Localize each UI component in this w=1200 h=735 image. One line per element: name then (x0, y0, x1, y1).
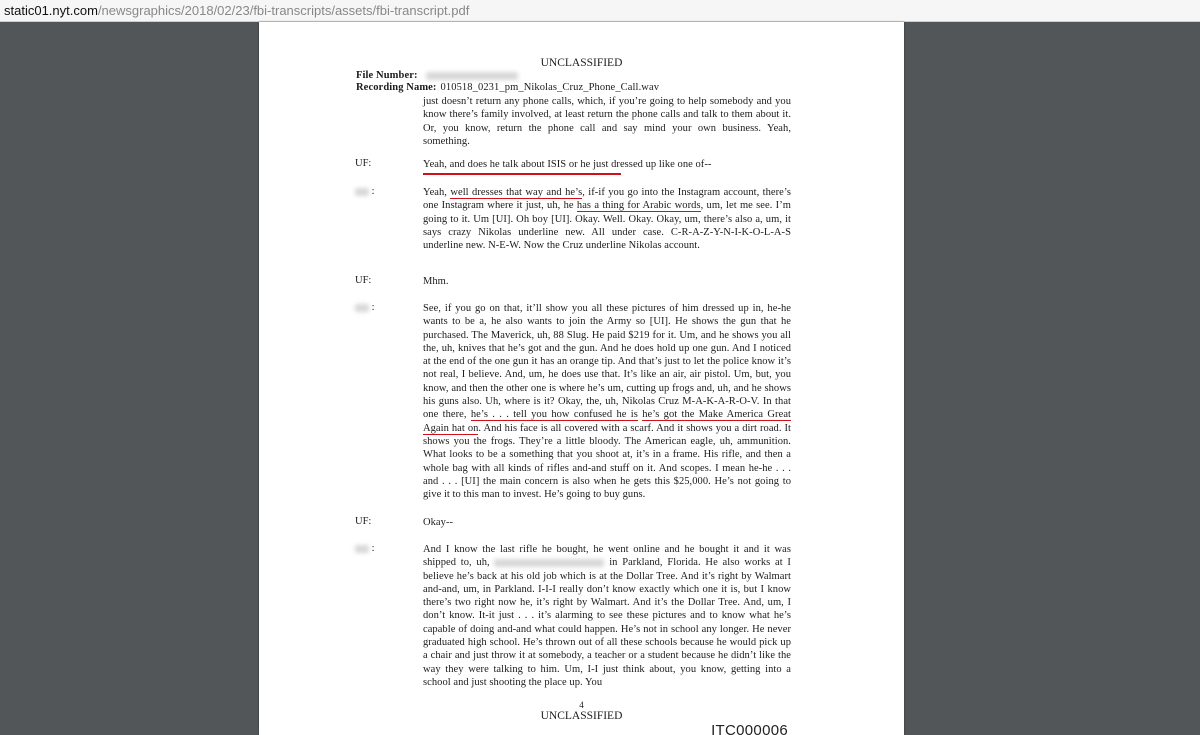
page-number: 4 (579, 700, 584, 710)
redacted-file-number (426, 72, 518, 80)
text-span: , um, let me see. I’m going to it. Um [UI]. Oh boy [UI]. Okay. Well. Okay. Okay, um, there’s also a, um, it says crazy Nikolas underline new. All under case. C-R-A-Z-Y-N-I-K-O-L-A-S underline new. N-E-W. Now the Cruz underline Nikolas account. (423, 200, 791, 252)
transcript-paragraph-4 (423, 275, 791, 288)
redacted-speaker-name (355, 304, 369, 312)
speaker-label-redacted: : (355, 543, 375, 554)
red-underlined-text: he’s got the Make America Great Again hat on (423, 409, 791, 434)
speaker-label-uf: UF: (355, 275, 372, 286)
paragraph-text: Mhm. (423, 276, 449, 287)
text-span: And I know the last rifle he bought, he went online and he bought it and it was shipped to, uh, (423, 544, 791, 569)
red-underlined-text: well dresses that way and he’s (450, 187, 583, 198)
paragraph-text: just doesn’t return any phone calls, which, if you’re going to help somebody and you know there’s family involved, at least return the phone calls and talk to them about it. Or, you know, return the phone call and say mind your own business. Yeah, something. (423, 96, 791, 147)
transcript-paragraph-6 (423, 516, 791, 529)
recording-name-value: 010518_0231_pm_Nikolas_Cruz_Phone_Call.wav (440, 82, 660, 93)
recording-name-label: Recording Name: (356, 82, 437, 93)
redacted-speaker-name (355, 188, 369, 196)
paragraph-text: Okay-- (423, 517, 454, 528)
recording-name-line (356, 82, 659, 93)
paragraph-text (423, 302, 791, 501)
speaker-label-redacted: : (355, 186, 375, 197)
paragraph-text: Yeah, and does he talk about ISIS or he just dressed up like one of-- (423, 159, 712, 170)
url-host: static01.nyt.com (4, 3, 98, 18)
redacted-address (494, 559, 604, 567)
footer-classification: UNCLASSIFIED (540, 710, 623, 722)
speaker-label-redacted: : (355, 302, 375, 313)
transcript-paragraph-5 (423, 302, 791, 501)
url-path: /newsgraphics/2018/02/23/fbi-transcripts/assets/fbi-transcript.pdf (97, 3, 470, 18)
text-span: Yeah, (423, 187, 451, 198)
transcript-paragraph-3 (423, 186, 791, 252)
text-span: . And his face is all covered with a scarf. And it shows you a dirt road. It shows you the frogs. They’re a little bloody. The American eagle, uh, ammunition. What looks to be a something that you shoot at, it’s in a frame. His rifle, and then a whole bag with all kinds of rifles and-and stuff on it. And scopes. I mean he-he . . . and . . . [UI] the main concern is also when he gets this $25,000. He’s not going to give it to this man to invest. He’s going to buy guns. (423, 422, 791, 501)
file-number-line (356, 70, 518, 81)
pdf-viewer[interactable] (0, 22, 1200, 735)
pdf-page (259, 22, 904, 735)
transcript-paragraph-7 (423, 543, 791, 689)
paragraph-text (423, 186, 791, 252)
speaker-label-uf: UF: (355, 158, 372, 169)
text-span: See, if you go on that, it’ll show you all these pictures of him dressed up in, he-he wants to be a, he also wants to join the Army so [UI]. He shows the gun that he purchased. The Maverick, uh, 88 Slug. He paid $219 for it. Um, and he shows you all the, uh, knives that he’s got and the gun. And he does hold up one gun. And I noticed at the end of the one gun it has an orange tip. And that’s just to let the police know it’s not real, I believe. And, um, he does use that. It’s like an air, air pistol. Um, but, you know, and then the other one is where he’s um, cutting up frogs and, uh, and he shows his guns also. Uh, where is it? Okay, the, uh, Nikolas Cruz M-A-K-A-R-O-V. In that one there, (423, 303, 791, 421)
redacted-speaker-name (355, 545, 369, 553)
transcript-paragraph-2 (423, 158, 791, 171)
transcript-paragraph-1 (423, 95, 791, 148)
red-annotation-underline (423, 173, 621, 175)
bates-stamp: ITC000006 (711, 722, 788, 735)
red-underlined-text: has a thing for Arabic words (576, 200, 701, 212)
red-underlined-text: he’s . . . tell you how confused he is (470, 409, 638, 421)
text-span: , if-if you go into the Instagram account, there’s one Instagram where it just, uh, he (423, 187, 791, 212)
paragraph-text (423, 543, 791, 689)
text-span: in Parkland, Florida. He also works at I believe he’s back at his old job which is at the Dollar Tree. And it’s right by Walmart and-and, um, in Parkland. I-I-I really don’t know exactly which one it is, but I know there’s two right now he, it’s right by Walmart. And it’s the Dollar Tree. And, um, I don’t know. It-it just . . . it’s alarming to see these pictures and to know what he’s capable of doing and-and what could happen. He’s not in school any longer. He never graduated high school. He’s thrown out of all these schools because he would pick up a chair and just throw it at somebody, a teacher or a student because he didn’t like the way they were talking to him. Um, I-I just think about, you know, getting into a school and just shooting the place up. You (423, 557, 791, 688)
speaker-label-uf: UF: (355, 516, 372, 527)
header-classification: UNCLASSIFIED (540, 57, 623, 69)
address-bar[interactable] (0, 0, 1200, 22)
file-number-label: File Number: (356, 70, 418, 81)
